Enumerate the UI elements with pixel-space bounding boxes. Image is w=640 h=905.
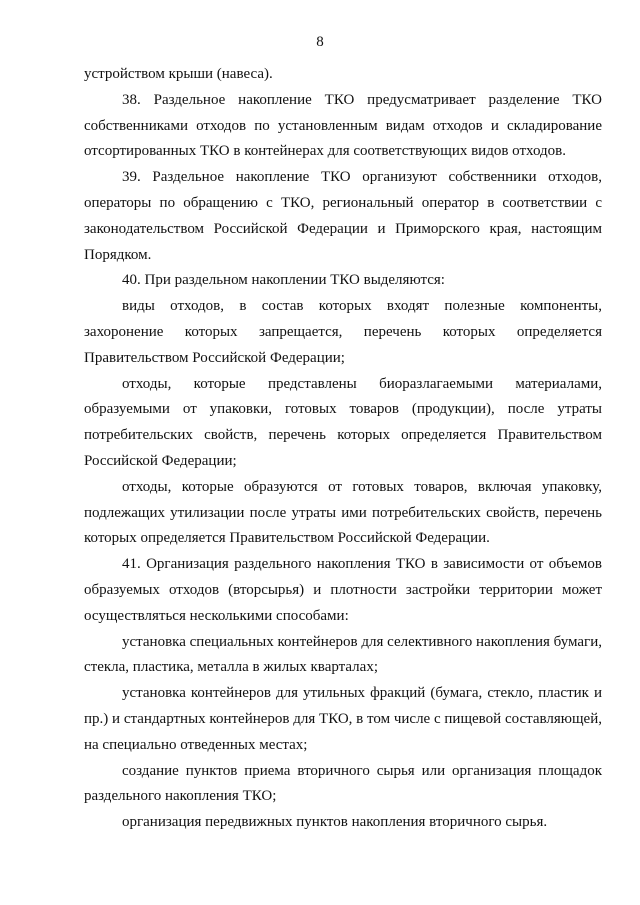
list-item-utility-fraction-containers: установка контейнеров для утильных фракций (бумага, стекло, пластик и пр.) и стандартных контейнеров для ТКО, в том числе с пищевой составляющей, на специально отведенных местах; (84, 685, 602, 753)
list-item-useful-components: виды отходов, в состав которых входят полезные компоненты, захоронение которых запрещается, перечень которых определяется Правительством Российской Федерации; (84, 298, 602, 366)
paragraph-38: 38. Раздельное накопление ТКО предусматривает разделение ТКО собственниками отходов по установленным видам отходов и складирование отсортированных ТКО в контейнерах для соответствующих видов отходов. (84, 91, 602, 160)
list-item-reception-points: создание пунктов приема вторичного сырья или организация площадок раздельного накопления ТКО; (84, 762, 602, 805)
document-body (84, 62, 602, 836)
page-number: 8 (316, 34, 324, 50)
paragraph-40: 40. При раздельном накоплении ТКО выделяются: (122, 272, 445, 289)
paragraph-continuation: устройством крыши (навеса). (84, 66, 273, 82)
paragraph-41: 41. Организация раздельного накопления ТКО в зависимости от объемов образуемых отходов (вторсырья) и плотности застройки территории может осуществляться несколькими способами: (84, 556, 602, 624)
paragraph-39: 39. Раздельное накопление ТКО организуют собственники отходов, операторы по обращению с ТКО, региональный оператор в соответствии с законодательством Российской Федерации и Приморского края, настоящим Порядком. (84, 169, 602, 263)
list-item-mobile-points: организация передвижных пунктов накопления вторичного сырья. (122, 814, 548, 831)
list-item-selective-containers: установка специальных контейнеров для селективного накопления бумаги, стекла, пластика, металла в жилых кварталах; (84, 633, 602, 676)
list-item-recyclable-goods: отходы, которые образуются от готовых товаров, включая упаковку, подлежащих утилизации после утраты ими потребительских свойств, перечень которых определяется Правительством Российской Федерации. (84, 478, 602, 547)
list-item-biodegradable-waste: отходы, которые представлены биоразлагаемыми материалами, образуемыми от упаковки, готовых товаров (продукции), после утраты потребительских свойств, перечень которых определяется Правительством Российской Федерации; (84, 375, 602, 469)
